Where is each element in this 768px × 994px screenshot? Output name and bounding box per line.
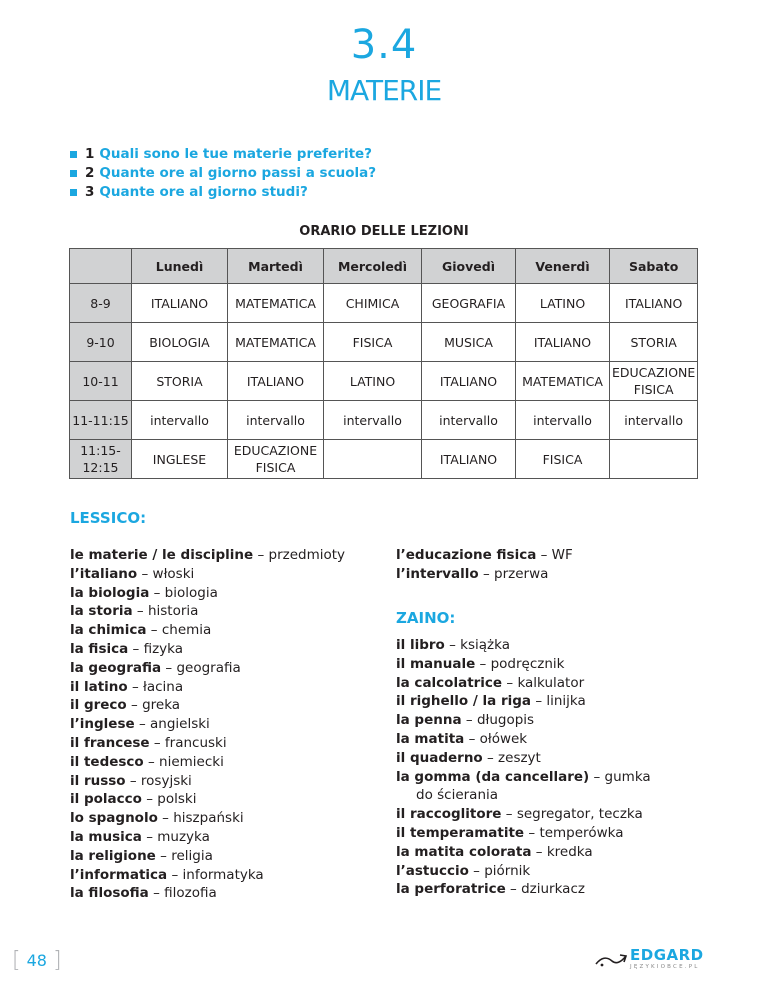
lesson-cell: MATEMATICA [228, 284, 324, 323]
zaino-list [396, 636, 696, 899]
lesson-cell: MATEMATICA [516, 362, 610, 401]
vocab-item: il tedesco – niemiecki [70, 753, 224, 770]
lesson-cell: EDUCAZIONE FISICA [228, 440, 324, 479]
vocab-item: il libro – książka [396, 637, 510, 653]
logo-arrow-icon [594, 952, 628, 970]
lesson-cell: ITALIANO [422, 362, 516, 401]
lesson-cell: intervallo [228, 401, 324, 440]
question-item: 2 Quante ore al giorno passi a scuola? [70, 164, 376, 183]
lesson-cell: intervallo [132, 401, 228, 440]
hour-cell: 11-11:15 [70, 401, 132, 440]
vocab-item: il russo – rosyjski [70, 772, 192, 789]
vocab-item: la matita – ołówek [396, 730, 528, 747]
bracket-right-icon: ] [52, 948, 62, 973]
vocab-item: la chimica – chemia [70, 622, 212, 639]
schedule-row [70, 362, 698, 401]
corner-cell [70, 249, 132, 284]
vocab-item: il quaderno – zeszyt [396, 749, 541, 766]
schedule-row [70, 440, 698, 479]
day-header: Giovedì [422, 249, 516, 284]
vocab-item: il temperamatite – temperówka [396, 824, 624, 841]
vocab-item: la gomma (da cancellare) – gumka [396, 768, 651, 785]
hour-cell: 9-10 [70, 323, 132, 362]
vocab-item: le materie / le discipline – przedmioty [70, 547, 346, 563]
vocab-list-right [396, 546, 696, 584]
lesson-cell: intervallo [610, 401, 698, 440]
vocab-item: la fisica – fizyka [70, 640, 183, 657]
vocab-item: il raccoglitore – segregator, teczka [396, 806, 643, 823]
lesson-cell: ITALIANO [228, 362, 324, 401]
lesson-cell: ITALIANO [132, 284, 228, 323]
lesson-cell [324, 440, 422, 479]
vocab-list-left [70, 546, 390, 903]
schedule-title: ORARIO DELLE LEZIONI [299, 224, 469, 239]
lesson-cell: ITALIANO [516, 323, 610, 362]
lesson-cell: intervallo [516, 401, 610, 440]
vocab-item: lo spagnolo – hiszpański [70, 810, 244, 827]
vocab-item: la matita colorata – kredka [396, 843, 593, 860]
vocab-item: la biologia – biologia [70, 584, 218, 601]
question-list [70, 145, 376, 202]
lesson-cell: STORIA [610, 323, 698, 362]
vocab-item: la musica – muzyka [70, 828, 210, 845]
lesson-cell: intervallo [324, 401, 422, 440]
vocab-item: il righello / la riga – linijka [396, 693, 586, 710]
lesson-cell: CHIMICA [324, 284, 422, 323]
lesson-cell: LATINO [324, 362, 422, 401]
lesson-cell: MUSICA [422, 323, 516, 362]
lesson-cell: FISICA [324, 323, 422, 362]
lesson-cell: INGLESE [132, 440, 228, 479]
question-item: 3 Quante ore al giorno studi? [70, 183, 376, 202]
lesson-cell: BIOLOGIA [132, 323, 228, 362]
lessico-title: LESSICO: [70, 509, 147, 527]
schedule-row [70, 323, 698, 362]
vocab-item: il francese – francuski [70, 734, 227, 751]
day-header: Sabato [610, 249, 698, 284]
square-bullet-icon [70, 189, 77, 196]
vocab-item: la filosofia – filozofia [70, 885, 217, 902]
lesson-cell: intervallo [422, 401, 516, 440]
vocab-item: l’astuccio – piórnik [396, 862, 531, 879]
vocab-item: la penna – długopis [396, 712, 535, 729]
schedule-table [69, 248, 698, 479]
hour-cell: 11:15-12:15 [70, 440, 132, 479]
zaino-title: ZAINO: [396, 609, 456, 627]
schedule-row [70, 401, 698, 440]
lesson-cell: ITALIANO [422, 440, 516, 479]
vocab-item: la perforatrice – dziurkacz [396, 881, 585, 898]
day-header: Martedì [228, 249, 324, 284]
lesson-cell [610, 440, 698, 479]
day-header: Mercoledì [324, 249, 422, 284]
hour-cell: 10-11 [70, 362, 132, 401]
lesson-cell: ITALIANO [610, 284, 698, 323]
lesson-cell: MATEMATICA [228, 323, 324, 362]
vocab-item: l’italiano – włoski [70, 565, 195, 582]
chapter-number: 3.4 [350, 22, 418, 68]
schedule-header-row [70, 249, 698, 284]
vocab-item: l’educazione fisica – WF [396, 547, 573, 563]
vocab-item: il manuale – podręcznik [396, 655, 565, 672]
lesson-cell: FISICA [516, 440, 610, 479]
lesson-cell: LATINO [516, 284, 610, 323]
question-item: 1 Quali sono le tue materie preferite? [70, 145, 376, 164]
lesson-cell: GEOGRAFIA [422, 284, 516, 323]
square-bullet-icon [70, 151, 77, 158]
day-header: Lunedì [132, 249, 228, 284]
vocab-item: il latino – łacina [70, 678, 184, 695]
vocab-item: la geografia – geografia [70, 659, 241, 676]
vocab-item: il greco – greka [70, 697, 181, 714]
vocab-item: l’informatica – informatyka [70, 866, 264, 883]
lesson-cell: STORIA [132, 362, 228, 401]
vocab-item: la storia – historia [70, 603, 199, 620]
bracket-left-icon: [ [12, 948, 21, 973]
vocab-item: la calcolatrice – kalkulator [396, 674, 585, 691]
lesson-cell: EDUCAZIONE FISICA [610, 362, 698, 401]
square-bullet-icon [70, 170, 77, 177]
vocab-item-continuation: do ścierania [416, 787, 499, 804]
publisher-logo: EDGARD JĘZYKIOBCE.PL [594, 946, 704, 974]
vocab-item: l’intervallo – przerwa [396, 565, 549, 582]
chapter-title: MATERIE [326, 74, 442, 107]
page-number: [ 48 ] [12, 948, 62, 973]
vocab-item: il polacco – polski [70, 791, 197, 808]
day-header: Venerdì [516, 249, 610, 284]
schedule-row [70, 284, 698, 323]
hour-cell: 8-9 [70, 284, 132, 323]
vocab-item: la religione – religia [70, 847, 213, 864]
vocab-item: l’inglese – angielski [70, 716, 210, 733]
